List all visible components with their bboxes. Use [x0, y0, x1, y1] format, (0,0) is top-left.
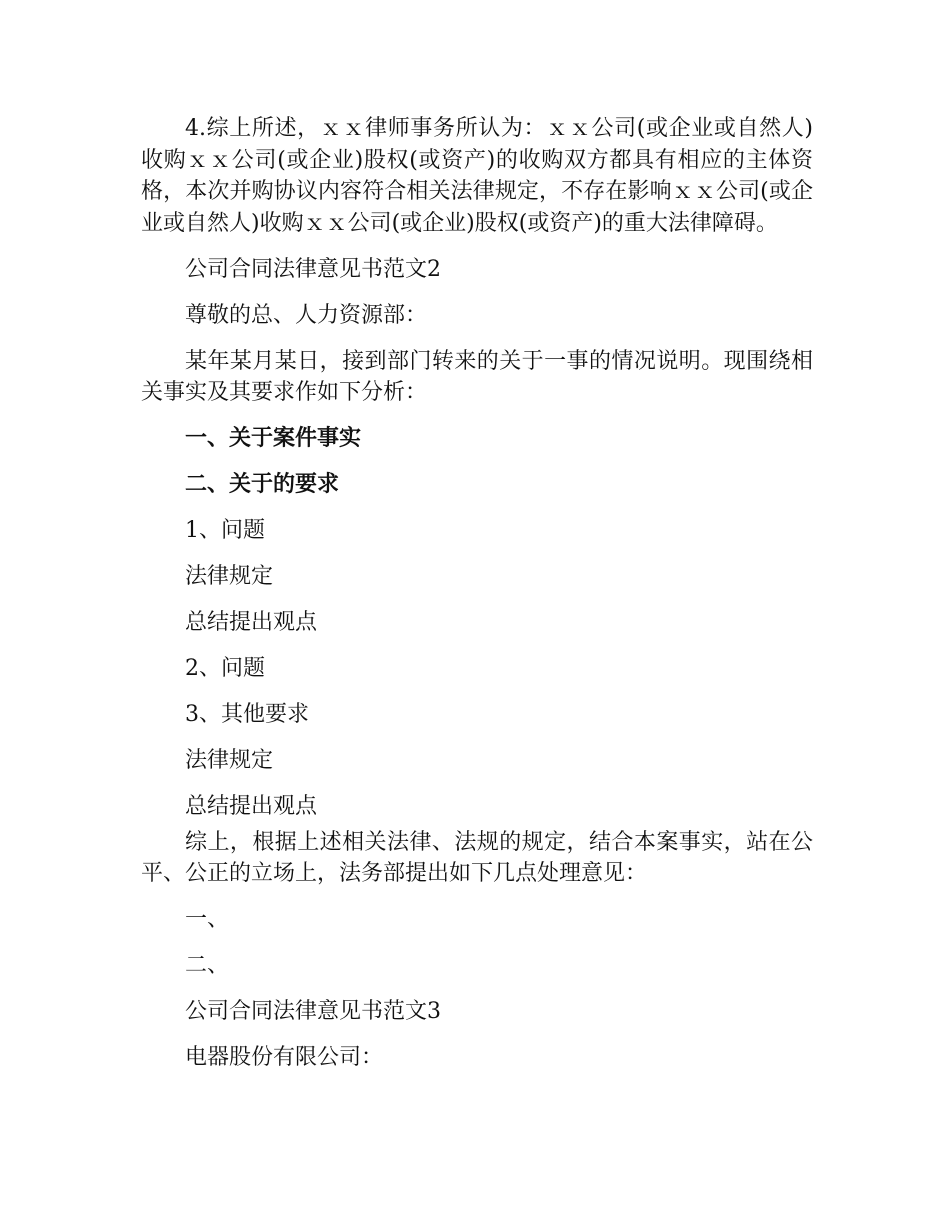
sample-heading-2: 公司合同法律意见书范文2	[185, 256, 441, 282]
section-heading-facts: 一、关于案件事实	[185, 425, 362, 451]
summary-paragraph: 综上，根据上述相关法律、法规的规定，结合本案事实，站在公平、公正的立场上，法务部提出如下几点处理意见：	[141, 829, 813, 886]
opinion-item-2: 二、	[185, 953, 230, 978]
document-body	[141, 113, 813, 1074]
sample-heading-3: 公司合同法律意见书范文3	[185, 999, 441, 1024]
list-item-summary-1: 总结提出观点	[185, 610, 318, 635]
intro-paragraph: 某年某月某日，接到部门转来的关于一事的情况说明。现围绕相关事实及其要求作如下分析：	[141, 348, 813, 405]
list-item-other-requirements: 3、其他要求	[185, 702, 309, 727]
opinion-item-1: 一、	[185, 907, 230, 932]
list-item-legal-provisions-2: 法律规定	[185, 748, 274, 773]
list-item-issue-1: 1、问题	[185, 518, 265, 543]
list-item-issue-2: 2、问题	[185, 656, 265, 681]
recipient-salutation: 电器股份有限公司：	[185, 1045, 384, 1070]
list-item-legal-provisions-1: 法律规定	[185, 564, 274, 589]
section-heading-requirements: 二、关于的要求	[185, 471, 340, 497]
list-item-summary-2: 总结提出观点	[185, 794, 318, 819]
conclusion-paragraph: 4.综上所述，ｘｘ律师事务所认为：ｘｘ公司(或企业或自然人)收购ｘｘ公司(或企业)股权(或资产)的收购双方都具有相应的主体资格，本次并购协议内容符合相关法律规定，不存在影响ｘｘ公司(或企业或自然人)收购ｘｘ公司(或企业)股权(或资产)的重大法律障碍。	[141, 116, 813, 236]
salutation: 尊敬的总、人力资源部：	[185, 302, 428, 328]
